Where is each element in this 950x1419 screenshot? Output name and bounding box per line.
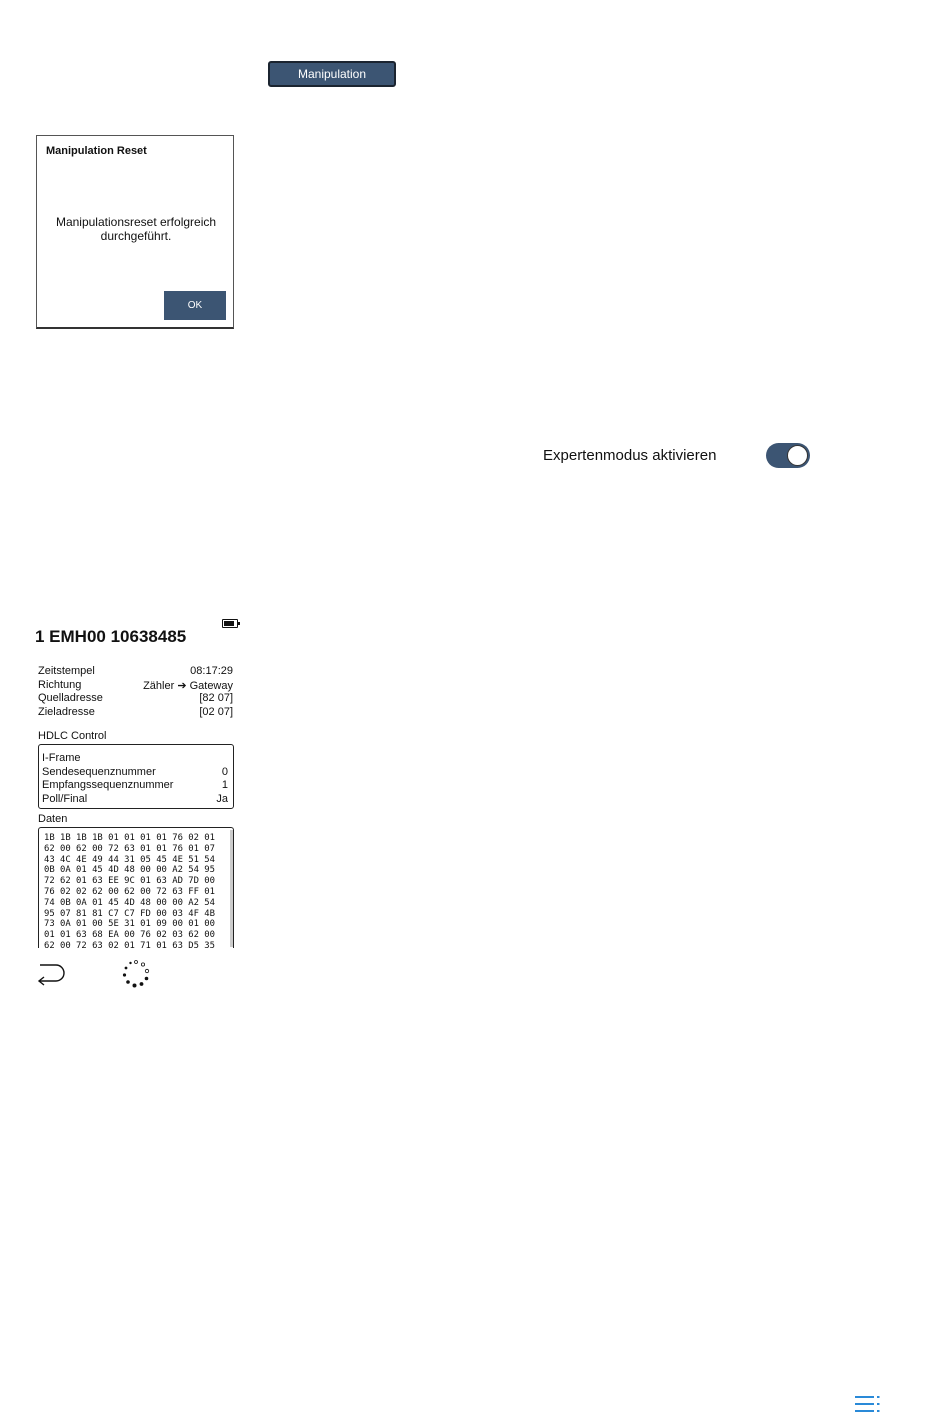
hex-line: 62 00 72 63 02 01 71 01 63 D5 35 — [44, 940, 215, 948]
hex-line: 62 00 62 00 72 63 01 01 76 01 07 — [44, 843, 215, 854]
toggle-knob — [787, 445, 808, 466]
hdlc-value: 1 — [221, 779, 228, 791]
field-value: [02 07] — [199, 706, 233, 718]
hex-line: 74 0B 0A 01 45 4D 48 00 00 A2 54 — [44, 897, 215, 908]
hdlc-label: Poll/Final — [42, 793, 88, 805]
field-value: Zähler ➔ Gateway — [143, 680, 233, 692]
hdlc-row-send-seq — [42, 766, 228, 778]
hdlc-control-box — [38, 744, 234, 809]
device-title: 1 EMH00 10638485 — [35, 627, 187, 646]
field-row-direction — [38, 679, 233, 692]
hex-data-text — [44, 833, 215, 948]
hex-line: 73 0A 01 00 5E 31 01 09 00 01 00 — [44, 919, 215, 930]
menu-icon[interactable] — [855, 1394, 881, 1419]
hdlc-value: 0 — [221, 766, 228, 778]
hex-line: 1B 1B 1B 1B 01 01 01 01 76 02 01 — [44, 833, 215, 843]
field-row-source-address — [38, 692, 233, 704]
hex-line: 95 07 81 81 C7 C7 FD 00 03 4F 4B — [44, 908, 215, 919]
hdlc-row-poll-final — [42, 793, 228, 805]
hdlc-row-recv-seq — [42, 779, 228, 791]
dialog-message-line-1: Manipulationsreset erfolgreich — [55, 215, 217, 229]
manipulation-button[interactable]: Manipulation — [268, 61, 396, 87]
back-arrow-icon[interactable] — [36, 960, 66, 995]
field-label: Quelladresse — [38, 692, 103, 704]
field-label: Richtung — [38, 679, 82, 691]
battery-icon — [222, 619, 238, 628]
field-label: Zeitstempel — [38, 665, 95, 677]
hdlc-frame-type-text: I-Frame — [42, 752, 81, 764]
hdlc-label: Sendesequenznummer — [42, 766, 156, 778]
field-value: [82 07] — [199, 692, 233, 704]
field-row-destination-address — [38, 706, 233, 718]
dialog-message-line-2: durchgeführt. — [100, 229, 172, 243]
expert-mode-toggle[interactable] — [766, 443, 810, 468]
field-row-timestamp — [38, 665, 233, 677]
hdlc-control-label: HDLC Control — [38, 730, 107, 742]
dialog-message — [47, 215, 225, 243]
hex-line: 0B 0A 01 45 4D 48 00 00 A2 54 95 — [44, 865, 215, 876]
field-value: 08:17:29 — [190, 665, 233, 677]
manipulation-reset-dialog — [36, 135, 234, 329]
hex-line: 43 4C 4E 49 44 31 05 45 4E 51 54 — [44, 854, 215, 865]
ok-button[interactable]: OK — [164, 291, 226, 320]
hdlc-label: Empfangssequenznummer — [42, 779, 174, 791]
field-label: Zieladresse — [38, 706, 95, 718]
hdlc-value: Ja — [216, 793, 228, 805]
loading-spinner-icon — [121, 959, 151, 994]
hex-line: 76 02 02 62 00 62 00 72 63 FF 01 — [44, 886, 215, 897]
expert-mode-label: Expertenmodus aktivieren — [543, 447, 717, 464]
scrollbar[interactable] — [230, 830, 233, 947]
data-label: Daten — [38, 813, 68, 825]
dialog-title: Manipulation Reset — [46, 145, 147, 157]
hex-line: 72 62 01 63 EE 9C 01 63 AD 7D 00 — [44, 876, 215, 887]
hex-line: 01 01 63 68 EA 00 76 02 03 62 00 — [44, 930, 215, 941]
hdlc-frame-type — [42, 752, 228, 764]
hex-data-panel[interactable] — [38, 827, 234, 948]
